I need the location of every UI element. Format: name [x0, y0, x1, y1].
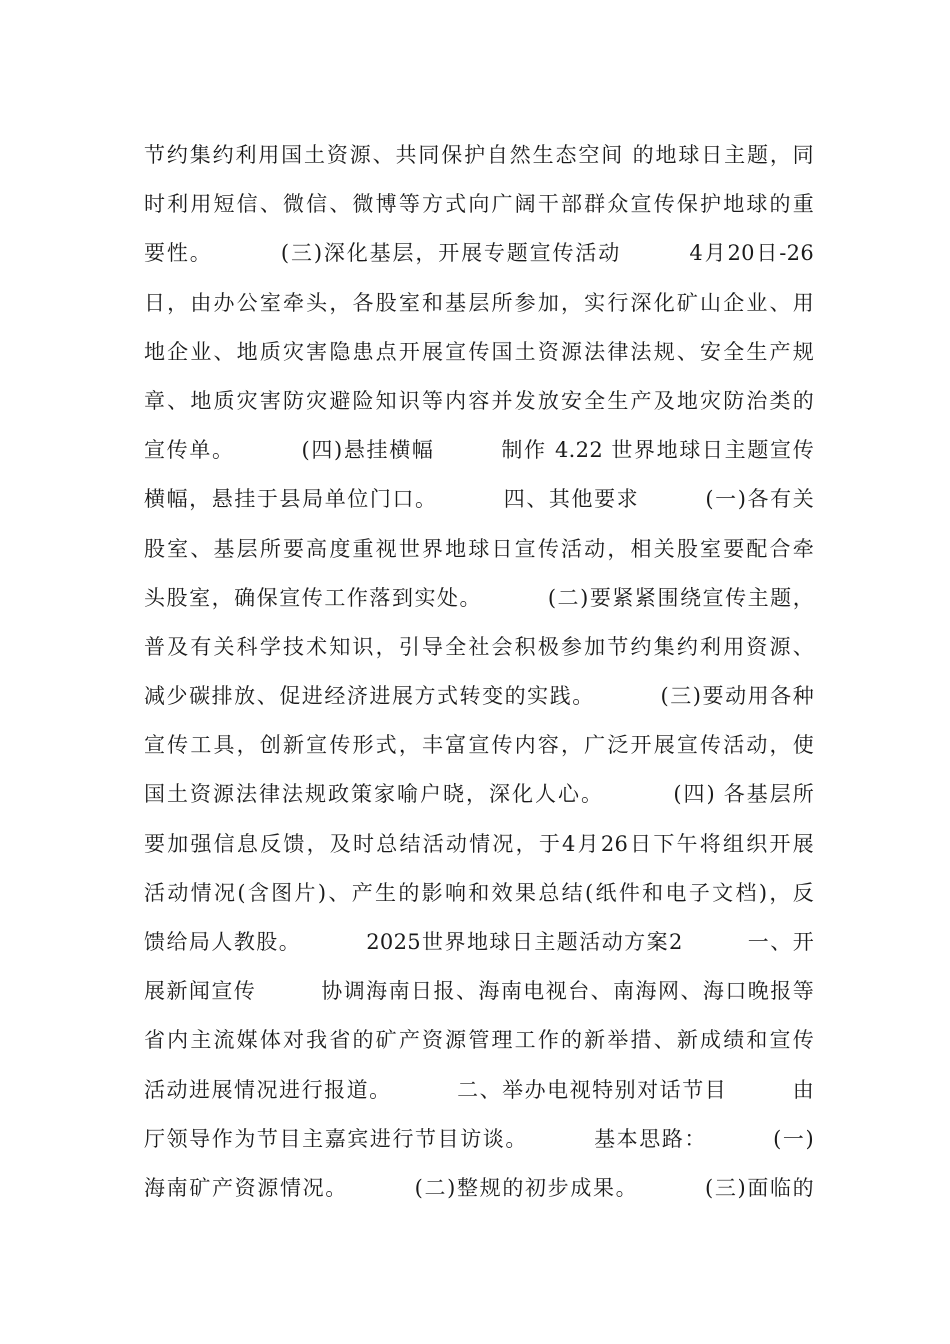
text-line: 厅领导作为节目主嘉宾进行节目访谈。 基本思路： (一): [144, 1126, 814, 1151]
text-line: 减少碳排放、促进经济进展方式转变的实践。 (三)要动用各种: [144, 684, 814, 709]
body-text: [144, 131, 814, 1213]
text-line: 省内主流媒体对我省的矿产资源管理工作的新举措、新成绩和宣传: [144, 1028, 814, 1053]
text-line: 头股室，确保宣传工作落到实处。 (二)要紧紧围绕宣传主题，: [144, 585, 814, 610]
text-line: 宣传工具，创新宣传形式，丰富宣传内容，广泛开展宣传活动，使: [144, 733, 814, 758]
text-line: 宣传单。 (四)悬挂横幅 制作 4.22 世界地球日主题宣传: [144, 438, 814, 463]
text-line: 章、地质灾害防灾避险知识等内容并发放安全生产及地灾防治类的: [144, 388, 814, 413]
text-line: 馈给局人教股。 2025世界地球日主题活动方案2 一、开: [144, 930, 814, 954]
text-line: 活动进展情况进行报道。 二、举办电视特别对话节目 由: [144, 1077, 814, 1102]
text-line: 海南矿产资源情况。 (二)整规的初步成果。 (三)面临的: [144, 1175, 814, 1200]
text-line: 展新闻宣传 协调海南日报、海南电视台、南海网、海口晚报等: [144, 979, 814, 1004]
text-line: 要加强信息反馈，及时总结活动情况，于4月26日下午将组织开展: [144, 831, 814, 856]
text-line: 活动情况(含图片)、产生的影响和效果总结(纸件和电子文档)，反: [144, 880, 814, 905]
text-line: 要性。 (三)深化基层，开展专题宣传活动 4月20日-26: [144, 241, 814, 266]
text-line: 时利用短信、微信、微博等方式向广阔干部群众宣传保护地球的重: [144, 192, 814, 217]
text-line: 地企业、地质灾害隐患点开展宣传国土资源法律法规、安全生产规: [144, 339, 814, 364]
text-line: 日，由办公室牵头，各股室和基层所参加，实行深化矿山企业、用: [144, 290, 814, 315]
text-line: 国土资源法律法规政策家喻户晓，深化人心。 (四) 各基层所: [144, 782, 814, 807]
text-line: 普及有关科学技术知识，引导全社会积极参加节约集约利用资源、: [144, 634, 814, 659]
text-line: 节约集约利用国土资源、共同保护自然生态空间 的地球日主题，同: [144, 143, 814, 167]
text-line: 股室、基层所要高度重视世界地球日宣传活动，相关股室要配合牵: [144, 536, 814, 561]
text-line: 横幅，悬挂于县局单位门口。 四、其他要求 (一)各有关: [144, 487, 814, 512]
